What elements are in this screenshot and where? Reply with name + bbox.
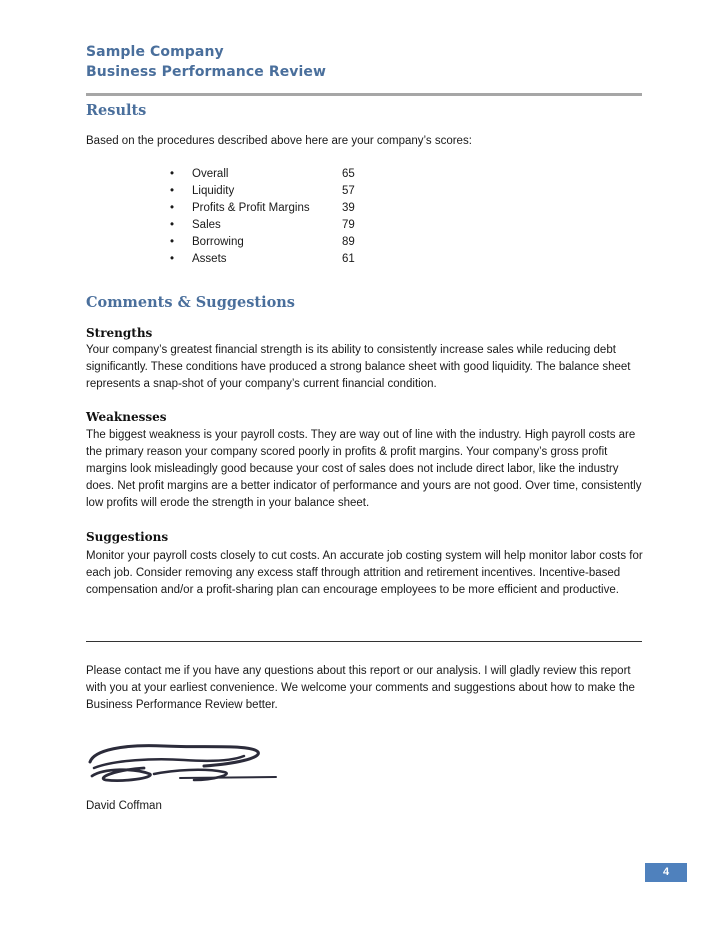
score-label: Borrowing xyxy=(192,236,244,248)
score-value: 57 xyxy=(342,185,355,197)
score-row-assets xyxy=(170,251,400,268)
score-row-liquidity xyxy=(170,183,400,200)
scores-list xyxy=(170,166,400,268)
bullet-icon: • xyxy=(170,236,175,248)
score-row-profits xyxy=(170,200,400,217)
header-title: Business Performance Review xyxy=(86,64,327,80)
comments-heading: Comments & Suggestions xyxy=(86,294,295,311)
score-label: Overall xyxy=(192,168,229,180)
score-row-sales xyxy=(170,217,400,234)
signature-icon xyxy=(84,738,280,788)
signer-name: David Coffman xyxy=(86,800,162,812)
results-heading: Results xyxy=(86,102,147,119)
header-divider xyxy=(86,93,642,96)
results-intro: Based on the procedures described above here are your company’s scores: xyxy=(86,135,472,147)
suggestions-heading: Suggestions xyxy=(86,530,169,544)
bullet-icon: • xyxy=(170,168,175,180)
score-label: Sales xyxy=(192,219,221,231)
score-label: Assets xyxy=(192,253,227,265)
section-divider xyxy=(86,641,642,642)
bullet-icon: • xyxy=(170,202,175,214)
score-value: 89 xyxy=(342,236,355,248)
page-number-badge: 4 xyxy=(645,863,687,882)
suggestions-text: Monitor your payroll costs closely to cut costs. An accurate job costing system will help monitor labor costs for each job. Consider removing any excess staff through attrition and retirement incentives. Incentive-based compensation and/or a profit-sharing plan can encourage employees to be more efficient and productive. xyxy=(86,550,643,596)
weaknesses-text: The biggest weakness is your payroll costs. They are way out of line with the industry. High payroll costs are the primary reason your company scored poorly in profits & profit margins. Your company’s gross profit margins look misleadingly good because your cost of sales does not include direct labor, like the industry does. Net profit margins are a better indicator of performance and yours are not good. Over time, consistently low profits will erode the strength in your balance sheet. xyxy=(86,429,642,509)
score-value: 65 xyxy=(342,168,355,180)
score-label: Profits & Profit Margins xyxy=(192,202,310,214)
score-value: 79 xyxy=(342,219,355,231)
bullet-icon: • xyxy=(170,185,175,197)
score-value: 61 xyxy=(342,253,355,265)
strengths-text: Your company’s greatest financial strength is its ability to consistently increase sales while reducing debt significantly. These conditions have produced a strong balance sheet with good liquidity. The balance sheet represents a snap-shot of your company’s current financial condition. xyxy=(86,344,631,390)
weaknesses-heading: Weaknesses xyxy=(86,410,167,424)
closing-text: Please contact me if you have any questions about this report or our analysis. I will gladly review this report with you at your earliest convenience. We welcome your comments and suggestions about how to make the Business Performance Review better. xyxy=(86,665,635,711)
bullet-icon: • xyxy=(170,253,175,265)
score-label: Liquidity xyxy=(192,185,235,197)
score-row-overall xyxy=(170,166,400,183)
score-row-borrowing xyxy=(170,234,400,251)
bullet-icon: • xyxy=(170,219,175,231)
header-company: Sample Company xyxy=(86,44,224,60)
score-value: 39 xyxy=(342,202,355,214)
strengths-heading: Strengths xyxy=(86,326,153,340)
